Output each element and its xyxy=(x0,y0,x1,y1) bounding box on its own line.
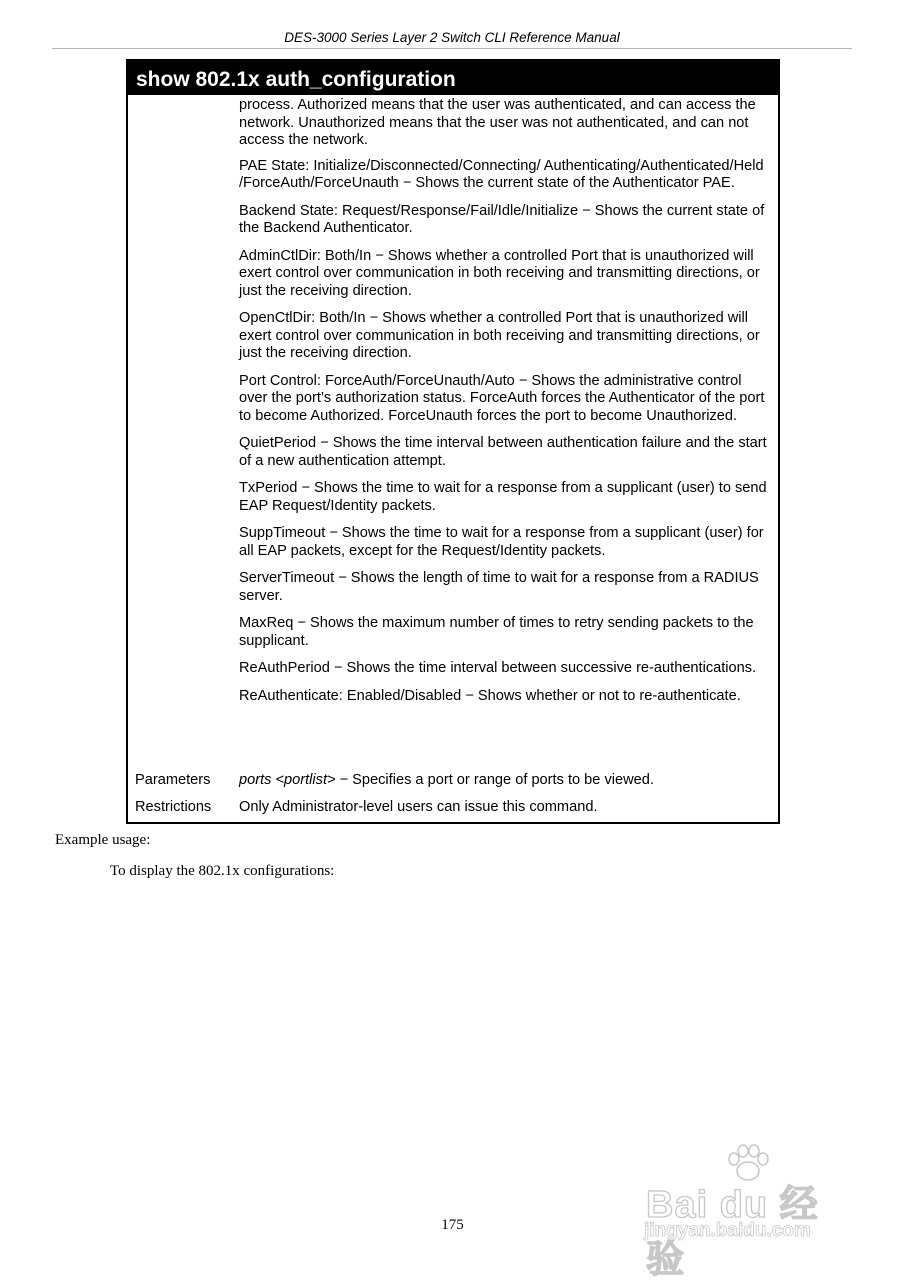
restrictions-value: Only Administrator-level users can issue this command. xyxy=(239,799,598,815)
running-header-title: DES-3000 Series Layer 2 Switch CLI Reference Manual xyxy=(284,30,620,45)
example-text: To display the 802.1x configurations: xyxy=(110,863,335,879)
command-title: show 802.1x auth_configuration xyxy=(128,61,778,95)
parameters-param: ports <portlist> xyxy=(239,772,336,788)
description-paragraph: AdminCtlDir: Both/In − Shows whether a controlled Port that is unauthorized will exert control over communication in both receiving and transmitting directions, or just the receiving direction. xyxy=(239,247,760,299)
page-number: 175 xyxy=(441,1217,464,1233)
example-heading: Example usage: xyxy=(55,832,151,848)
description-paragraph: ReAuthenticate: Enabled/Disabled − Shows whether or not to re-authenticate. xyxy=(239,687,741,704)
parameters-text: − Specifies a port or range of ports to be viewed. xyxy=(335,772,654,788)
description-paragraph: SuppTimeout − Shows the time to wait for a response from a supplicant (user) for all EAP packets, except for the Request/Identity packets. xyxy=(239,525,764,559)
restrictions-label: Restrictions xyxy=(135,799,212,815)
watermark-brand: Bai du 经验 xyxy=(646,1184,819,1281)
description-paragraph: PAE State: Initialize/Disconnected/Connecting/ Authenticating/Authenticated/Held /ForceAuth/ForceUnauth − Shows the current state of the Authenticator PAE. xyxy=(239,157,764,191)
description-block xyxy=(239,97,773,715)
description-paragraph: ServerTimeout − Shows the length of time to wait for a response from a RADIUS server. xyxy=(239,570,759,604)
description-paragraph: Port Control: ForceAuth/ForceUnauth/Auto − Shows the administrative control over the port’s authorization status. ForceAuth forces the Authenticator of the port to become Authorized. ForceUnauth forces the port to become Unauthorized. xyxy=(239,372,765,424)
description-paragraph: OpenCtlDir: Both/In − Shows whether a controlled Port that is unauthorized will exert control over communication in both receiving and transmitting directions, or just the receiving direction. xyxy=(239,310,760,361)
description-paragraph: ReAuthPeriod − Shows the time interval between successive re-authentications. xyxy=(239,660,757,676)
description-paragraph: MaxReq − Shows the maximum number of times to retry sending packets to the supplicant. xyxy=(239,615,754,649)
description-paragraph: QuietPeriod − Shows the time interval between authentication failure and the start of a new authentication attempt. xyxy=(239,435,767,469)
watermark-url: jingyan.baidu.com xyxy=(644,1220,811,1241)
description-paragraph: TxPeriod − Shows the time to wait for a response from a supplicant (user) to send EAP Request/Identity packets. xyxy=(239,480,767,514)
description-paragraph: Backend State: Request/Response/Fail/Idle/Initialize − Shows the current state of the Backend Authenticator. xyxy=(239,202,765,236)
header-divider xyxy=(52,48,852,49)
parameters-value xyxy=(239,772,773,790)
parameters-label: Parameters xyxy=(135,772,211,788)
description-paragraph: process. Authorized means that the user was authenticated, and can access the network. Unauthorized means that the user was not authenticated, and can not access the network. xyxy=(239,97,756,148)
command-table xyxy=(126,59,780,824)
